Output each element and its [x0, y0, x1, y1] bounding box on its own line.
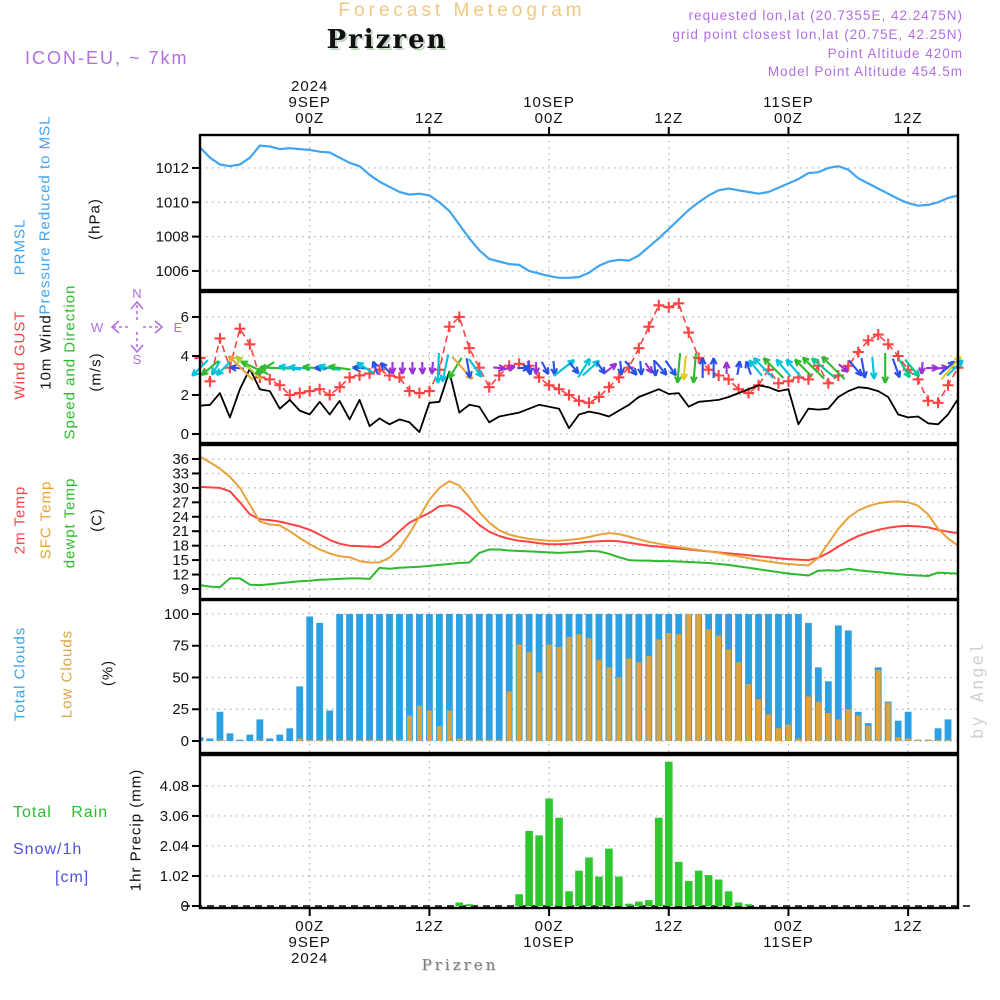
yaxis-precip	[160, 778, 199, 915]
svg-text:75: 75	[172, 637, 189, 655]
series-dewpt-temp	[200, 550, 958, 588]
yaxis-wind	[181, 309, 199, 443]
svg-text:12: 12	[172, 566, 189, 584]
svg-text:6: 6	[180, 308, 189, 326]
svg-text:100: 100	[163, 605, 189, 623]
yaxis-pressure	[156, 160, 199, 280]
svg-text:21: 21	[172, 523, 189, 541]
watermark: by Angel	[968, 641, 988, 739]
svg-text:1.02: 1.02	[159, 867, 189, 885]
svg-text:2024: 2024	[291, 78, 329, 95]
meta-gridpoint-lonlat: grid point closest lon,lat (20.75E, 42.25N)	[672, 27, 963, 42]
svg-text:00Z: 00Z	[295, 110, 325, 127]
clouds-unit-label: (%)	[99, 659, 117, 687]
precip-rain-label: Total Rain	[13, 804, 109, 821]
svg-text:00Z: 00Z	[774, 110, 803, 127]
svg-text:50: 50	[172, 669, 189, 687]
svg-text:4.08: 4.08	[159, 777, 189, 795]
panel-temperature	[172, 445, 958, 599]
precip-snow-label: Snow/1h	[13, 841, 83, 858]
svg-text:S: S	[132, 352, 142, 367]
svg-text:25: 25	[172, 701, 189, 719]
svg-text:11SEP: 11SEP	[763, 94, 814, 111]
panel-wind	[181, 292, 964, 443]
svg-text:9SEP: 9SEP	[288, 94, 331, 111]
svg-text:11SEP: 11SEP	[763, 934, 814, 951]
svg-text:0: 0	[180, 426, 189, 444]
wind-direction-label: Speed and Direction	[61, 284, 79, 440]
pressure-label-prmsl: PRMSL	[11, 218, 29, 276]
compass-icon	[91, 286, 183, 367]
svg-text:27: 27	[172, 494, 189, 512]
svg-text:00Z: 00Z	[295, 918, 325, 935]
precip-cm-label: [cm]	[55, 869, 90, 886]
svg-text:1006: 1006	[155, 262, 189, 280]
temp-2m-label: 2m Temp	[11, 485, 29, 555]
svg-text:18: 18	[172, 537, 189, 555]
svg-text:12Z: 12Z	[654, 110, 684, 127]
svg-text:W: W	[90, 320, 104, 335]
page-title: Prizren	[326, 25, 448, 55]
svg-text:24: 24	[172, 508, 189, 526]
svg-text:12Z: 12Z	[893, 918, 923, 935]
svg-text:1008: 1008	[155, 228, 189, 246]
time-axis	[289, 78, 923, 967]
svg-text:1012: 1012	[155, 159, 189, 177]
yaxis-clouds	[164, 606, 199, 750]
svg-text:E: E	[173, 320, 183, 335]
svg-text:9: 9	[180, 580, 189, 598]
temp-unit-label: (C)	[88, 508, 106, 532]
model-label: ICON-EU, ~ 7km	[25, 48, 189, 68]
svg-text:9SEP: 9SEP	[288, 934, 331, 951]
svg-text:2024: 2024	[291, 950, 329, 967]
svg-text:1010: 1010	[155, 194, 189, 212]
meta-requested-lonlat: requested lon,lat (20.7355E, 42.2475N)	[688, 8, 963, 23]
wind-vectors	[192, 353, 963, 383]
footer-station-label: Prizren	[421, 956, 499, 974]
svg-text:30: 30	[172, 479, 189, 497]
svg-text:12Z: 12Z	[414, 110, 444, 127]
svg-text:3.06: 3.06	[159, 807, 189, 825]
svg-text:15: 15	[172, 552, 189, 570]
wind-10m-label: 10m Wind	[37, 314, 55, 390]
pressure-label-long: Pressure Reduced to MSL	[36, 115, 54, 315]
svg-text:0: 0	[180, 897, 189, 915]
svg-text:12Z: 12Z	[414, 918, 444, 935]
page-brand: Forecast Meteogram	[338, 0, 586, 21]
svg-text:10SEP: 10SEP	[523, 934, 575, 951]
meta-point-altitude: Point Altitude 420m	[827, 46, 963, 61]
svg-text:4: 4	[180, 347, 189, 365]
wind-gust-label: Wind GUST	[11, 310, 29, 400]
panel-precip	[160, 755, 972, 915]
svg-text:0: 0	[180, 732, 189, 750]
svg-text:N: N	[132, 286, 142, 301]
grid-pressure	[200, 135, 958, 290]
svg-text:00Z: 00Z	[774, 918, 803, 935]
series-1hr-precip	[456, 762, 753, 906]
svg-text:12Z: 12Z	[893, 110, 923, 127]
temp-dewpt-label: dewpt Temp	[61, 477, 79, 569]
panel-clouds	[164, 600, 958, 753]
svg-text:2.04: 2.04	[159, 837, 189, 855]
svg-text:00Z: 00Z	[534, 918, 564, 935]
svg-text:12Z: 12Z	[654, 918, 684, 935]
svg-text:33: 33	[172, 465, 189, 483]
temp-sfc-label: SFC Temp	[37, 480, 55, 560]
panel-pressure	[156, 135, 958, 290]
clouds-low-label: Low Clouds	[58, 629, 76, 719]
meta-model-altitude: Model Point Altitude 454.5m	[767, 64, 963, 79]
series-prmsl	[200, 146, 958, 278]
svg-text:00Z: 00Z	[534, 110, 564, 127]
precip-axis-label: 1hr Precip (mm)	[127, 768, 145, 892]
svg-text:10SEP: 10SEP	[523, 94, 575, 111]
yaxis-temperature	[172, 451, 199, 598]
clouds-total-label: Total Clouds	[11, 626, 29, 722]
wind-unit-label: (m/s)	[87, 352, 105, 392]
pressure-unit-label: (hPa)	[86, 198, 104, 240]
svg-text:2: 2	[180, 387, 189, 405]
svg-text:36: 36	[172, 451, 189, 469]
